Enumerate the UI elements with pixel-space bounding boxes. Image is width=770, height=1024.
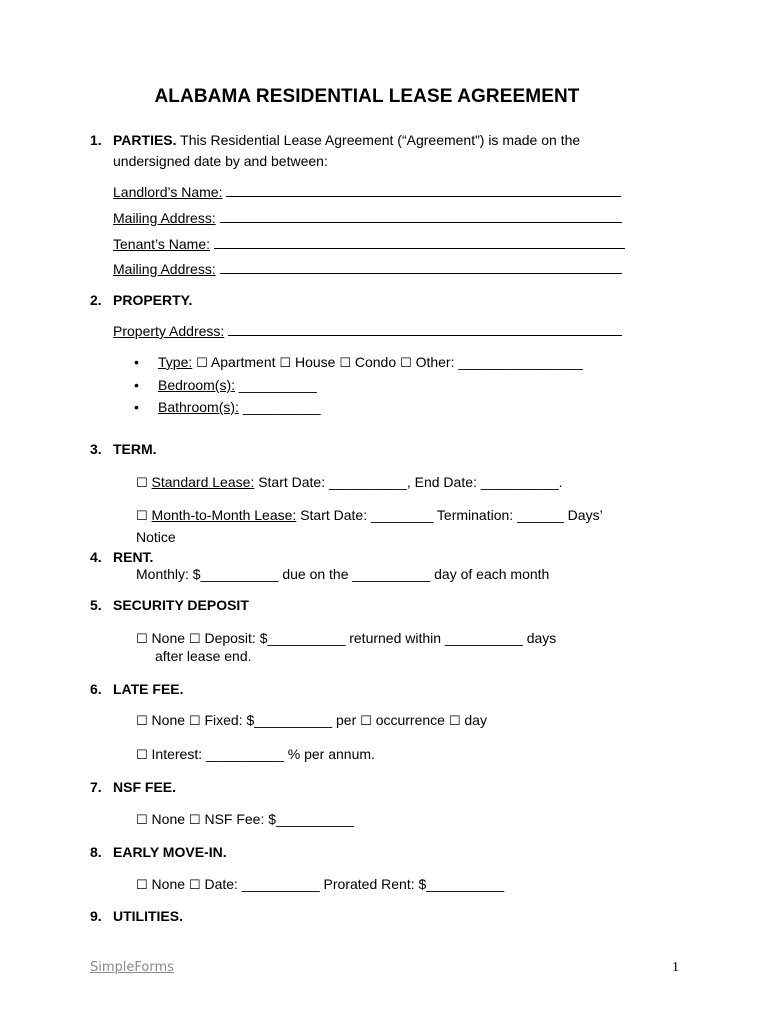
tenant-name-field[interactable] <box>214 236 625 249</box>
tenant-name-label: Tenant’s Name: <box>113 236 211 252</box>
bullet-icon: • <box>134 399 139 415</box>
section-2-number: 2. <box>90 292 102 308</box>
property-type-row <box>158 354 583 371</box>
bullet-icon: • <box>134 354 139 370</box>
property-address-label: Property Address: <box>113 323 225 339</box>
late-fee-none-checkbox[interactable]: ☐ <box>136 714 148 729</box>
landlord-mailing-row <box>113 210 622 226</box>
section-2-heading: PROPERTY. <box>113 292 193 308</box>
early-date-checkbox[interactable]: ☐ <box>188 878 201 893</box>
deposit-none-label: None <box>151 630 186 646</box>
nsf-fee-text[interactable]: NSF Fee: $__________ <box>204 811 354 827</box>
standard-lease-row <box>136 474 563 491</box>
other-checkbox[interactable]: ☐ <box>400 356 412 371</box>
nsf-none-label: None <box>151 811 186 827</box>
interest-checkbox[interactable]: ☐ <box>136 748 148 763</box>
day-checkbox[interactable]: ☐ <box>448 714 461 729</box>
nsf-none-checkbox[interactable]: ☐ <box>136 813 148 828</box>
property-address-field[interactable] <box>228 323 622 336</box>
nsf-row <box>136 811 354 828</box>
day-label: day <box>464 712 487 728</box>
apartment-checkbox[interactable]: ☐ <box>196 356 208 371</box>
month-to-month-row <box>136 507 603 524</box>
month-to-month-label: Month-to-Month Lease: <box>151 507 297 523</box>
section-8-heading: EARLY MOVE-IN. <box>113 844 227 860</box>
standard-lease-label: Standard Lease: <box>151 474 255 490</box>
section-1-number: 1. <box>90 132 102 148</box>
landlord-mailing-label: Mailing Address: <box>113 210 216 226</box>
section-6-heading: LATE FEE. <box>113 681 184 697</box>
section-1-intro-text: This Residential Lease Agreement (“Agreement”) is made on the <box>180 132 581 148</box>
section-6-number: 6. <box>90 681 102 697</box>
standard-lease-checkbox[interactable]: ☐ <box>136 476 148 491</box>
page-number: 1 <box>672 960 679 975</box>
bedrooms-row <box>158 377 317 393</box>
section-4-number: 4. <box>90 549 102 565</box>
house-checkbox[interactable]: ☐ <box>279 356 292 371</box>
early-none-label: None <box>151 876 186 892</box>
property-type-label: Type: <box>158 354 193 370</box>
bathrooms-label: Bathroom(s): <box>158 399 239 415</box>
bathrooms-row <box>158 399 321 415</box>
section-1-intro-cont: undersigned date by and between: <box>113 153 328 169</box>
bathrooms-field[interactable]: __________ <box>242 399 321 415</box>
landlord-name-field[interactable] <box>226 184 621 197</box>
tenant-mailing-field[interactable] <box>220 261 622 274</box>
standard-lease-dates[interactable]: Start Date: __________, End Date: __________. <box>258 474 563 490</box>
landlord-name-row <box>113 184 621 200</box>
late-fee-row <box>136 712 487 729</box>
deposit-after-text: after lease end. <box>155 648 252 664</box>
section-7-number: 7. <box>90 779 102 795</box>
rent-text[interactable]: Monthly: $__________ due on the __________ day of each month <box>136 566 550 582</box>
section-1-intro <box>113 132 580 148</box>
footer-brand-link[interactable]: SimpleForms <box>90 960 174 975</box>
deposit-checkbox[interactable]: ☐ <box>188 632 201 647</box>
bedrooms-field[interactable]: __________ <box>238 377 317 393</box>
section-4-heading: RENT. <box>113 549 154 565</box>
deposit-none-checkbox[interactable]: ☐ <box>136 632 148 647</box>
early-none-checkbox[interactable]: ☐ <box>136 878 148 893</box>
occurrence-checkbox[interactable]: ☐ <box>360 714 372 729</box>
interest-row <box>136 746 375 763</box>
section-3-heading: TERM. <box>113 441 157 457</box>
house-label: House <box>294 354 336 370</box>
month-to-month-checkbox[interactable]: ☐ <box>136 509 148 524</box>
interest-text[interactable]: Interest: __________ % per annum. <box>151 746 375 762</box>
deposit-text[interactable]: Deposit: $__________ returned within __________ days <box>204 630 557 646</box>
late-fee-fixed-text[interactable]: Fixed: $__________ per <box>204 712 357 728</box>
month-to-month-notice: Notice <box>136 529 176 545</box>
early-date-text[interactable]: Date: __________ Prorated Rent: $__________ <box>204 876 505 892</box>
occurrence-label: occurrence <box>375 712 445 728</box>
nsf-fee-checkbox[interactable]: ☐ <box>188 813 201 828</box>
section-5-number: 5. <box>90 597 102 613</box>
month-to-month-dates[interactable]: Start Date: ________ Termination: ______ Days’ <box>300 507 603 523</box>
apartment-label: Apartment <box>210 354 276 370</box>
early-move-in-row <box>136 876 504 893</box>
condo-checkbox[interactable]: ☐ <box>339 356 351 371</box>
other-label: Other: ________________ <box>415 354 583 370</box>
late-fee-fixed-checkbox[interactable]: ☐ <box>188 714 201 729</box>
condo-label: Condo <box>354 354 397 370</box>
bullet-icon: • <box>134 377 139 393</box>
section-9-number: 9. <box>90 908 102 924</box>
document-title: ALABAMA RESIDENTIAL LEASE AGREEMENT <box>154 86 580 107</box>
property-address-row <box>113 323 622 339</box>
section-3-number: 3. <box>90 441 102 457</box>
tenant-mailing-label: Mailing Address: <box>113 261 216 277</box>
section-5-heading: SECURITY DEPOSIT <box>113 597 249 613</box>
bedrooms-label: Bedroom(s): <box>158 377 236 393</box>
late-fee-none-label: None <box>151 712 186 728</box>
tenant-mailing-row <box>113 261 622 277</box>
section-1-heading: PARTIES. <box>113 132 177 148</box>
landlord-name-label: Landlord’s Name: <box>113 184 223 200</box>
deposit-row <box>136 630 556 647</box>
section-9-heading: UTILITIES. <box>113 908 183 924</box>
section-7-heading: NSF FEE. <box>113 779 177 795</box>
tenant-name-row <box>113 236 625 252</box>
section-8-number: 8. <box>90 844 102 860</box>
landlord-mailing-field[interactable] <box>220 210 622 223</box>
